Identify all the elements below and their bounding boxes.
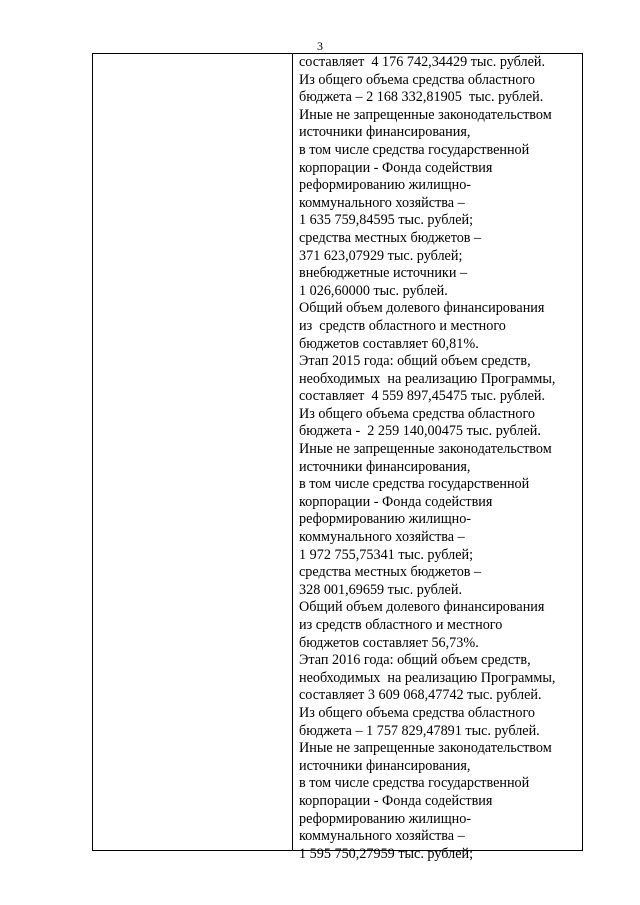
text-line: внебюджетные источники –: [299, 265, 468, 282]
table-right-cell: [299, 54, 578, 862]
text-line: реформированию жилищно-: [299, 810, 472, 827]
text-line: Из общего объема средства областного: [299, 704, 536, 721]
text-line: коммунального хозяйства –: [299, 194, 465, 211]
text-line: в том числе средства государственной: [299, 476, 530, 493]
text-line: Этап 2015 года: общий объем средств,: [299, 353, 531, 370]
text-line: Этап 2016 года: общий объем средств,: [299, 652, 531, 669]
text-line: Из общего объема средства областного: [299, 71, 536, 88]
page-number: 3: [317, 39, 323, 53]
text-line: средства местных бюджетов –: [299, 564, 482, 581]
text-line: бюджета - 2 259 140,00475 тыс. рублей.: [299, 423, 541, 440]
text-line: 1 595 750,27959 тыс. рублей;: [299, 845, 474, 862]
text-line: бюджетов составляет 60,81%.: [299, 335, 479, 352]
text-line: Иные не запрещенные законодательством: [299, 740, 552, 757]
text-line: в том числе средства государственной: [299, 775, 530, 792]
text-line: бюджета – 1 757 829,47891 тыс. рублей.: [299, 722, 540, 739]
text-line: необходимых на реализацию Программы,: [299, 669, 556, 686]
text-line: Общий объем долевого финансирования: [299, 599, 545, 616]
text-line: корпорации - Фонда содействия: [299, 493, 493, 510]
text-line: коммунального хозяйства –: [299, 529, 465, 546]
text-line: Иные не запрещенные законодательством: [299, 106, 552, 123]
text-line: бюджета – 2 168 332,81905 тыс. рублей.: [299, 89, 544, 106]
text-line: источники финансирования,: [299, 458, 471, 475]
text-line: 1 026,60000 тыс. рублей.: [299, 282, 448, 299]
text-line: в том числе средства государственной: [299, 141, 530, 158]
text-line: реформированию жилищно-: [299, 511, 472, 528]
program-funding-table: [92, 53, 583, 862]
text-line: составляет 3 609 068,47742 тыс. рублей.: [299, 687, 542, 704]
text-line: составляет 4 559 897,45475 тыс. рублей.: [299, 388, 546, 405]
text-line: необходимых на реализацию Программы,: [299, 370, 556, 387]
text-line: средства местных бюджетов –: [299, 229, 482, 246]
text-line: Общий объем долевого финансирования: [299, 300, 545, 317]
text-line: 371 623,07929 тыс. рублей;: [299, 247, 463, 264]
text-line: 328 001,69659 тыс. рублей.: [299, 581, 462, 598]
text-line: источники финансирования,: [299, 124, 471, 141]
text-line: из средств областного и местного: [299, 317, 506, 334]
text-line: Иные не запрещенные законодательством: [299, 441, 552, 458]
text-line: реформированию жилищно-: [299, 177, 472, 194]
text-line: составляет 4 176 742,34429 тыс. рублей.: [299, 54, 546, 70]
text-line: Из общего объема средства областного: [299, 405, 536, 422]
text-line: источники финансирования,: [299, 757, 471, 774]
text-line: корпорации - Фонда содействия: [299, 792, 493, 809]
text-line: коммунального хозяйства –: [299, 828, 465, 845]
column-divider: [292, 54, 293, 850]
text-line: 1 635 759,84595 тыс. рублей;: [299, 212, 474, 229]
text-line: корпорации - Фонда содействия: [299, 159, 493, 176]
text-line: 1 972 755,75341 тыс. рублей;: [299, 546, 474, 563]
text-line: из средств областного и местного: [299, 617, 503, 633]
table-left-cell: [93, 54, 292, 850]
text-line: бюджетов составляет 56,73%.: [299, 634, 479, 651]
